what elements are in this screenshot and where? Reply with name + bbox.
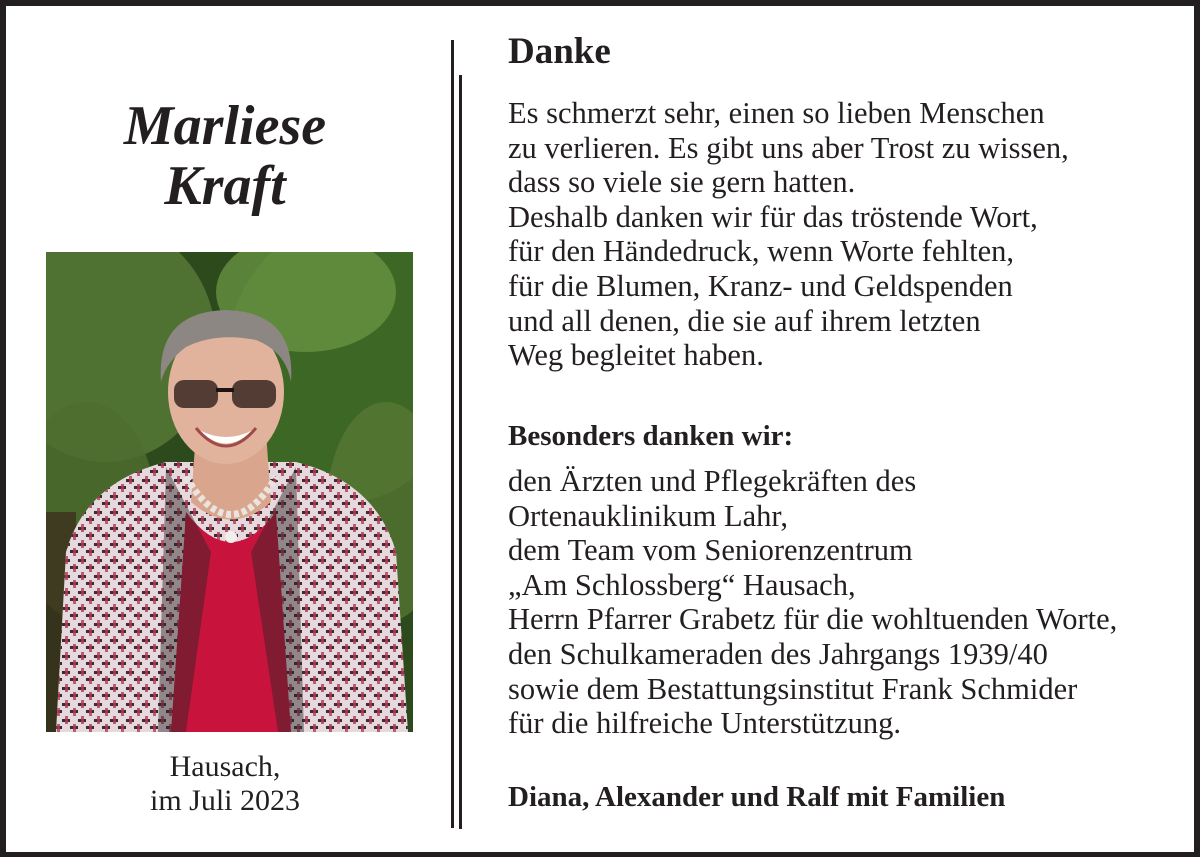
signature: Diana, Alexander und Ralf mit Familien <box>508 781 1006 813</box>
place-date <box>40 750 410 818</box>
deceased-name <box>40 96 410 216</box>
text-line: sowie dem Bestattungsinstitut Frank Schmider <box>508 671 1078 706</box>
portrait-illustration <box>46 252 413 732</box>
place: Hausach, <box>169 750 281 783</box>
text-line: Ortenauklinikum Lahr, <box>508 498 788 533</box>
divider-rule-right <box>459 75 462 829</box>
text-line: Weg begleitet haben. <box>508 338 764 373</box>
text-line: dem Team vom Seniorenzentrum <box>508 533 913 568</box>
text-line: für den Händedruck, wenn Worte fehlten, <box>508 234 1014 269</box>
text-line: „Am Schlossberg“ Hausach, <box>508 567 856 602</box>
divider-rule-left <box>451 40 454 828</box>
text-line: den Ärzten und Pflegekräften des <box>508 464 917 498</box>
special-heading: Besonders danken wir: <box>508 420 794 452</box>
text-line: für die hilfreiche Unterstützung. <box>508 706 901 741</box>
text-line: Herrn Pfarrer Grabetz für die wohltuenden Worte, <box>508 602 1118 637</box>
text-line: Es schmerzt sehr, einen so lieben Menschen <box>508 96 1045 130</box>
heading: Danke <box>508 31 611 72</box>
last-name: Kraft <box>164 155 286 217</box>
portrait-photo <box>46 252 413 732</box>
date: im Juli 2023 <box>149 784 300 817</box>
text-line: zu verlieren. Es gibt uns aber Trost zu wissen, <box>508 130 1069 165</box>
text-line: den Schulkameraden des Jahrgangs 1939/40 <box>508 636 1048 671</box>
special-thanks-paragraph <box>508 464 1188 741</box>
text-line: dass so viele sie gern hatten. <box>508 165 856 200</box>
text-line: und all denen, die sie auf ihrem letzten <box>508 303 981 338</box>
text-line: für die Blumen, Kranz- und Geldspenden <box>508 268 1013 303</box>
first-name: Marliese <box>123 95 327 157</box>
thanks-paragraph <box>508 96 1188 373</box>
text-line: Deshalb danken wir für das tröstende Wort, <box>508 199 1038 234</box>
